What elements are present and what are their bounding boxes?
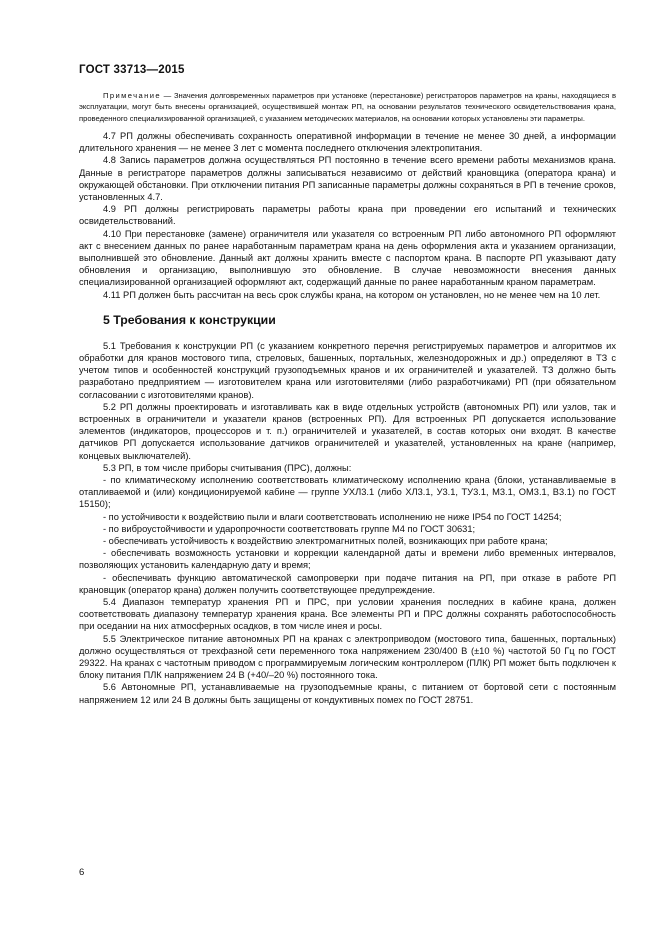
note-paragraph [79, 90, 616, 124]
paragraph-5-6: 5.6 Автономные РП, устанавливаемые на грузоподъемные краны, с питанием от бортовой сети с постоянным напряжением 12 или 24 В должны быть защищены от кондуктивных помех по ГОСТ 28751. [79, 682, 616, 705]
paragraph-4-11: 4.11 РП должен быть рассчитан на весь срок службы крана, на котором он установлен, но не менее чем на 10 лет. [103, 289, 601, 300]
paragraph-4-10: 4.10 При перестановке (замене) ограничителя или указателя со встроенным РП либо автономного РП оформляют акт с внесением данных по ранее наработанным параметрам крана на день оформления акта и указанием организации, выполнившей это обновление. Данный акт должны хранить вместе с паспортом крана. В паспорте РП указывают дату обновления и организацию, выполнившую это обновление. В случае невозможности внесения данных специализированной организацией оформляют акт, содержащий данные по ранее наработанным краном параметрам. [79, 228, 616, 288]
list-item: - обеспечивать возможность установки и коррекции календарной даты и времени либо временных интервалов, позволяющих установить календарную дату и время; [79, 548, 616, 571]
document-header: ГОСТ 33713—2015 [79, 64, 185, 76]
section-heading: 5 Требования к конструкции [103, 312, 276, 327]
paragraph-4-9: 4.9 РП должны регистрировать параметры работы крана при проведении его испытаний и технических освидетельствований. [79, 204, 616, 227]
note-text: — Значения долговременных параметров при установке (перестановке) регистраторов параметров на краны, находящиеся в эксплуатации, могут быть внесены организацией, осуществившей монтаж РП, на основании результатов технического освидетельствования крана, проведенного специализированной организацией, с указанием методических материалов, на основании которых установлены эти параметры. [79, 91, 616, 123]
paragraph-5-4: 5.4 Диапазон температур хранения РП и ПРС, при условии хранения последних в кабине крана, должен соответствовать диапазону температур хранения крана. Все элементы РП и ПРС должны сохранять работоспособность при оседании на них атмосферных осадков, в том числе инея и росы. [79, 597, 616, 632]
paragraph-5-1: 5.1 Требования к конструкции РП (с указанием конкретного перечня регистрируемых параметров и алгоритмов их обработки для кранов мостового типа, стреловых, башенных, портальных, железнодорожных и др.) определяют в ТЗ с учетом типов и особенностей конструкций грузоподъемных кранов и их ограничителей и указателей. ТЗ должно быть разработано предприятием — изготовителем крана или изготовителями (либо разработчиками) РП (при обязательном согласовании с изготовителями кранов). [79, 340, 616, 400]
paragraph-4-7: 4.7 РП должны обеспечивать сохранность оперативной информации в течение не менее 30 дней, а информации длительного хранения — не менее 3 лет с момента последнего отключения электропитания. [79, 130, 616, 154]
document-body [79, 90, 616, 706]
paragraph-5-5: 5.5 Электрическое питание автономных РП на кранах с электроприводом (мостового типа, башенных, портальных) должно осуществляться от трехфазной сети переменного тока напряжением 230/400 В (±10 %) частотой 50 Гц по ГОСТ 29322. На кранах с частотным приводом с программируемым логическим контроллером (ПЛК) РП может быть подключен к блоку питания ПЛК напряжением 24 В (+40/–20 %) постоянного тока. [79, 633, 616, 681]
list-item: - обеспечивать функцию автоматической самопроверки при подаче питания на РП, при отказе в работе РП крановщик (оператор крана) должен получить соответствующее предупреждение. [79, 572, 616, 595]
list-item: - по виброустойчивости и ударопрочности соответствовать группе М4 по ГОСТ 30631; [103, 523, 476, 534]
list-item: - по устойчивости к воздействию пыли и влаги соответствовать исполнению не ниже IP54 по ГОСТ 14254; [103, 511, 562, 522]
list-item: - по климатическому исполнению соответствовать климатическому исполнению крана (блоки, устанавливаемые в отапливаемой и (или) кондиционируемой кабине — группе УХЛ3.1 (либо ХЛ3.1, У3.1, ТУ3.1, М3.1, ОМ3.1, В3.1) по ГОСТ 15150); [79, 474, 616, 510]
paragraph-4-8: 4.8 Запись параметров должна осуществляться РП постоянно в течение всего времени работы механизмов крана. Данные в регистраторе параметров должны записываться независимо от действий крановщика (оператора крана) и окружающей обстановки. При отключении питания РП записанные параметры должны сохраняться в РП в течение сроков, установленных 4.7. [79, 155, 616, 202]
paragraph-5-3: 5.3 РП, в том числе приборы считывания (ПРС), должны: [103, 462, 352, 473]
list-item: - обеспечивать устойчивость к воздействию электромагнитных полей, возникающих при работе крана; [103, 535, 548, 546]
page-number: 6 [79, 867, 85, 878]
note-lead: Примечание [103, 91, 161, 100]
paragraph-5-2: 5.2 РП должны проектировать и изготавливать как в виде отдельных устройств (автономных РП) или узлов, так и встроенных в ограничители и указатели кранов (встроенных РП). Для встроенных РП допускается использование элементов (индикаторов, процессоров и т. п.) ограничителей и указателей, в состав которых они входят. В качестве датчиков РП допускается использование датчиков ограничителей и указателей, установленных на кране (например, концевых выключателей). [79, 401, 616, 461]
